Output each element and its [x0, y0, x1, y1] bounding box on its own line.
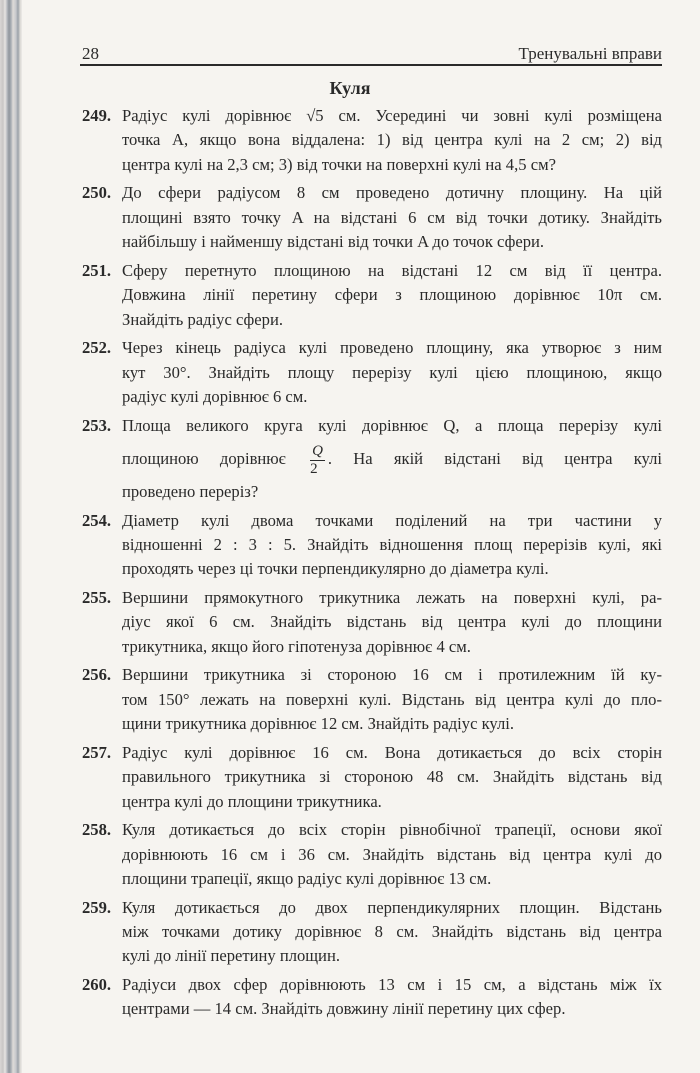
problem-line: Куля дотикається до всіх сторін рівнобічної трапеції, основи якої: [122, 820, 662, 840]
problem-line: проведено переріз?: [122, 482, 259, 502]
problem-line: Радіуси двох сфер дорівнюють 13 см і 15 см, а відстань між їх: [122, 975, 662, 995]
problem-line: площини трапеції, якщо радіус кулі дорівнює 13 см.: [122, 869, 492, 889]
problem-line: радіус кулі дорівнює 6 см.: [122, 387, 308, 407]
section-title: Куля: [329, 78, 371, 98]
problem-line: Площа великого круга кулі дорівнює Q, а площа перерізу кулі: [122, 415, 662, 435]
problem-line: проходять через ці точки перпендикулярно до діаметра кулі.: [122, 559, 549, 579]
problem-number: 260.: [82, 975, 112, 995]
problem-line: трикутника, якщо його гіпотенуза дорівнює 4 см.: [122, 636, 471, 656]
page-header: [82, 44, 662, 64]
fraction-numerator: Q: [312, 442, 323, 459]
problem-number: 251.: [82, 260, 112, 280]
book-spine: [0, 0, 22, 1073]
problem-number: 252.: [82, 338, 112, 358]
problem-line: найбільшу і найменшу відстані від точки A до точок сфери.: [122, 232, 545, 252]
problem-line-part: площиною дорівнює: [122, 449, 286, 469]
problem-number: 249.: [82, 106, 112, 125]
page-number: 28: [82, 44, 99, 63]
problem-254: [82, 509, 662, 582]
problem-line: Довжина лінії перетину сфери з площиною дорівнює 10π см.: [122, 285, 662, 305]
problem-number: 256.: [82, 665, 112, 685]
problem-line: центра кулі на 2,3 см; 3) від точки на поверхні кулі на 4,5 см?: [122, 154, 556, 174]
problem-line: Діаметр кулі двома точками поділений на три частини у: [122, 510, 662, 530]
problem-255: [82, 586, 662, 659]
problem-line: Куля дотикається до двох перпендикулярних площин. Відстань: [122, 897, 662, 917]
problem-line: площині взято точку A на відстані 6 см від точки дотику. Знайдіть: [122, 207, 662, 227]
problem-line: Радіус кулі дорівнює 16 см. Вона дотикається до всіх сторін: [122, 742, 662, 762]
problem-line: Знайдіть радіус сфери.: [122, 309, 283, 329]
problem-line: Сферу перетнуто площиною на відстані 12 см від її центра.: [122, 260, 662, 280]
running-title: Тренувальні вправи: [518, 44, 662, 63]
problem-line: правильного трикутника зі стороною 48 см. Знайдіть відстань від: [122, 767, 662, 787]
fraction: [310, 443, 325, 478]
problem-number: 257.: [82, 742, 112, 762]
problem-list: [82, 104, 662, 1026]
problem-line: дорівнюють 16 см і 36 см. Знайдіть відстань від центра кулі до: [122, 844, 662, 864]
problem-251: [82, 259, 662, 332]
problem-249: [82, 104, 662, 177]
problem-line: точка A, якщо вона віддалена: 1) від центра кулі на 2 см; 2) від: [122, 130, 662, 150]
problem-line: Радіус кулі дорівнює √5 см. Усередині чи зовні кулі розміщена: [122, 106, 662, 125]
problem-line: центрами — 14 см. Знайдіть довжину лінії перетину цих сфер.: [122, 999, 566, 1019]
problem-number: 259.: [82, 897, 112, 917]
problem-number: 258.: [82, 820, 112, 840]
problem-line: Через кінець радіуса кулі проведено площину, яка утворює з ним: [122, 338, 662, 358]
problem-256: [82, 663, 662, 736]
problem-line: кут 30°. Знайдіть площу перерізу кулі цією площиною, якщо: [122, 362, 662, 382]
problem-line: щини трикутника дорівнює 12 см. Знайдіть радіус кулі.: [122, 714, 515, 734]
problem-number: 253.: [82, 415, 112, 435]
problem-line: кулі до лінії перетину площин.: [122, 946, 340, 966]
problem-250: [82, 181, 662, 254]
problem-number: 254.: [82, 510, 112, 530]
problem-258: [82, 818, 662, 891]
header-rule: [80, 64, 662, 66]
problem-line: діус якої 6 см. Знайдіть відстань від центра кулі до площини: [122, 612, 662, 632]
problem-number: 255.: [82, 588, 112, 608]
problem-259: [82, 896, 662, 969]
problem-253: [82, 414, 662, 505]
problem-line: До сфери радіусом 8 см проведено дотичну площину. На цій: [122, 183, 662, 203]
problem-line: Вершини прямокутного трикутника лежать на поверхні кулі, ра-: [122, 588, 662, 608]
problem-line: відношенні 2 : 3 : 5. Знайдіть відношення площ перерізів кулі, які: [122, 535, 662, 555]
problem-line: між точками дотику дорівнює 8 см. Знайдіть відстань від центра: [122, 922, 662, 942]
problem-line-part: . На якій відстані від центра кулі: [327, 449, 662, 469]
problem-number: 250.: [82, 183, 112, 203]
problem-line-with-fraction: [122, 438, 662, 480]
problem-line: центра кулі до площини трикутника.: [122, 791, 382, 811]
problem-line: том 150° лежать на поверхні кулі. Відстань від центра кулі до пло-: [122, 689, 662, 709]
problem-252: [82, 336, 662, 409]
problem-line: Вершини трикутника зі стороною 16 см і протилежним їй ку-: [122, 665, 662, 685]
problem-257: [82, 741, 662, 814]
fraction-denominator: 2: [310, 460, 318, 477]
problem-260: [82, 973, 662, 1022]
